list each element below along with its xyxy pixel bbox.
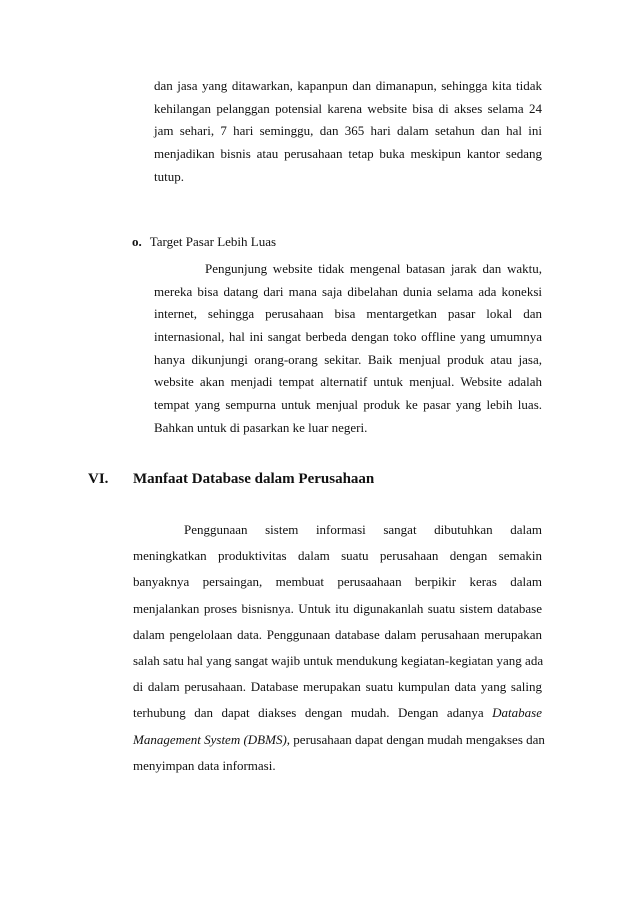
text-line: di dalam perusahaan. Database merupakan suatu kumpulan data yang saling xyxy=(133,679,542,695)
text-segment: terhubung dan dapat diakses dengan mudah. Dengan adanya xyxy=(133,705,484,721)
text-line: dalam pengelolaan data. Penggunaan database dalam perusahaan merupakan xyxy=(133,626,542,642)
text-line: banyaknya persaingan, membuat perusaahaan berpikir keras dalam xyxy=(133,574,542,590)
text-line: internet, sehingga perusahaan bisa mentargetkan pasar lokal dan xyxy=(154,306,542,322)
text-line: menyimpan data informasi. xyxy=(133,757,276,773)
italic-term: Management System (DBMS) xyxy=(133,731,287,747)
text-segment: , perusahaan dapat dengan mudah mengakses dan xyxy=(286,731,545,747)
text-line: meningkatkan produktivitas dalam suatu perusahaan dengan semakin xyxy=(133,548,542,564)
text-line: kehilangan pelanggan potensial karena website bisa di akses selama 24 xyxy=(154,100,542,116)
text-line: tutup. xyxy=(154,168,184,184)
text-line: internasional, hal ini sangat berbeda dengan toko offline yang umumnya xyxy=(154,329,542,345)
text-line: Bahkan untuk di pasarkan ke luar negeri. xyxy=(154,419,368,435)
text-line: menjadikan bisnis atau perusahaan tetap buka meskipun kantor sedang xyxy=(154,146,542,162)
text-line: website akan menjadi tempat alternatif untuk menjual. Website adalah xyxy=(154,374,542,390)
text-line-with-term xyxy=(133,727,545,753)
text-line: menjalankan proses bisnisnya. Untuk itu digunakanlah suatu sistem database xyxy=(133,600,542,616)
text-line: Penggunaan sistem informasi sangat dibutuhkan dalam xyxy=(184,522,542,537)
text-line: salah satu hal yang sangat wajib untuk mendukung kegiatan-kegiatan yang ada xyxy=(133,652,544,668)
italic-term: Database xyxy=(492,705,542,721)
text-line: mereka bisa datang dari mana saja dibelahan dunia selama ada koneksi xyxy=(154,283,542,299)
text-line: jam sehari, 7 hari seminggu, dan 365 hari dalam setahun dan hal ini xyxy=(154,123,542,139)
database-paragraph xyxy=(133,517,545,779)
text-line: tempat yang sempurna untuk menjual produk ke pasar yang lebih luas. xyxy=(154,397,542,413)
section-number: VI. xyxy=(88,471,109,487)
text-line-with-term xyxy=(133,700,542,726)
text-line: hanya dikunjungi orang-orang sekitar. Baik menjual produk atau jasa, xyxy=(154,351,542,367)
list-marker: o. xyxy=(132,234,142,249)
target-paragraph xyxy=(154,258,542,440)
continuation-paragraph xyxy=(154,75,542,188)
text-line: dan jasa yang ditawarkan, kapanpun dan dimanapun, sehingga kita tidak xyxy=(154,78,542,93)
list-item-heading xyxy=(132,234,276,250)
text-line: Pengunjung website tidak mengenal batasan jarak dan waktu, xyxy=(205,261,542,276)
section-title: Manfaat Database dalam Perusahaan xyxy=(133,471,375,487)
list-item-title: Target Pasar Lebih Luas xyxy=(149,234,277,249)
